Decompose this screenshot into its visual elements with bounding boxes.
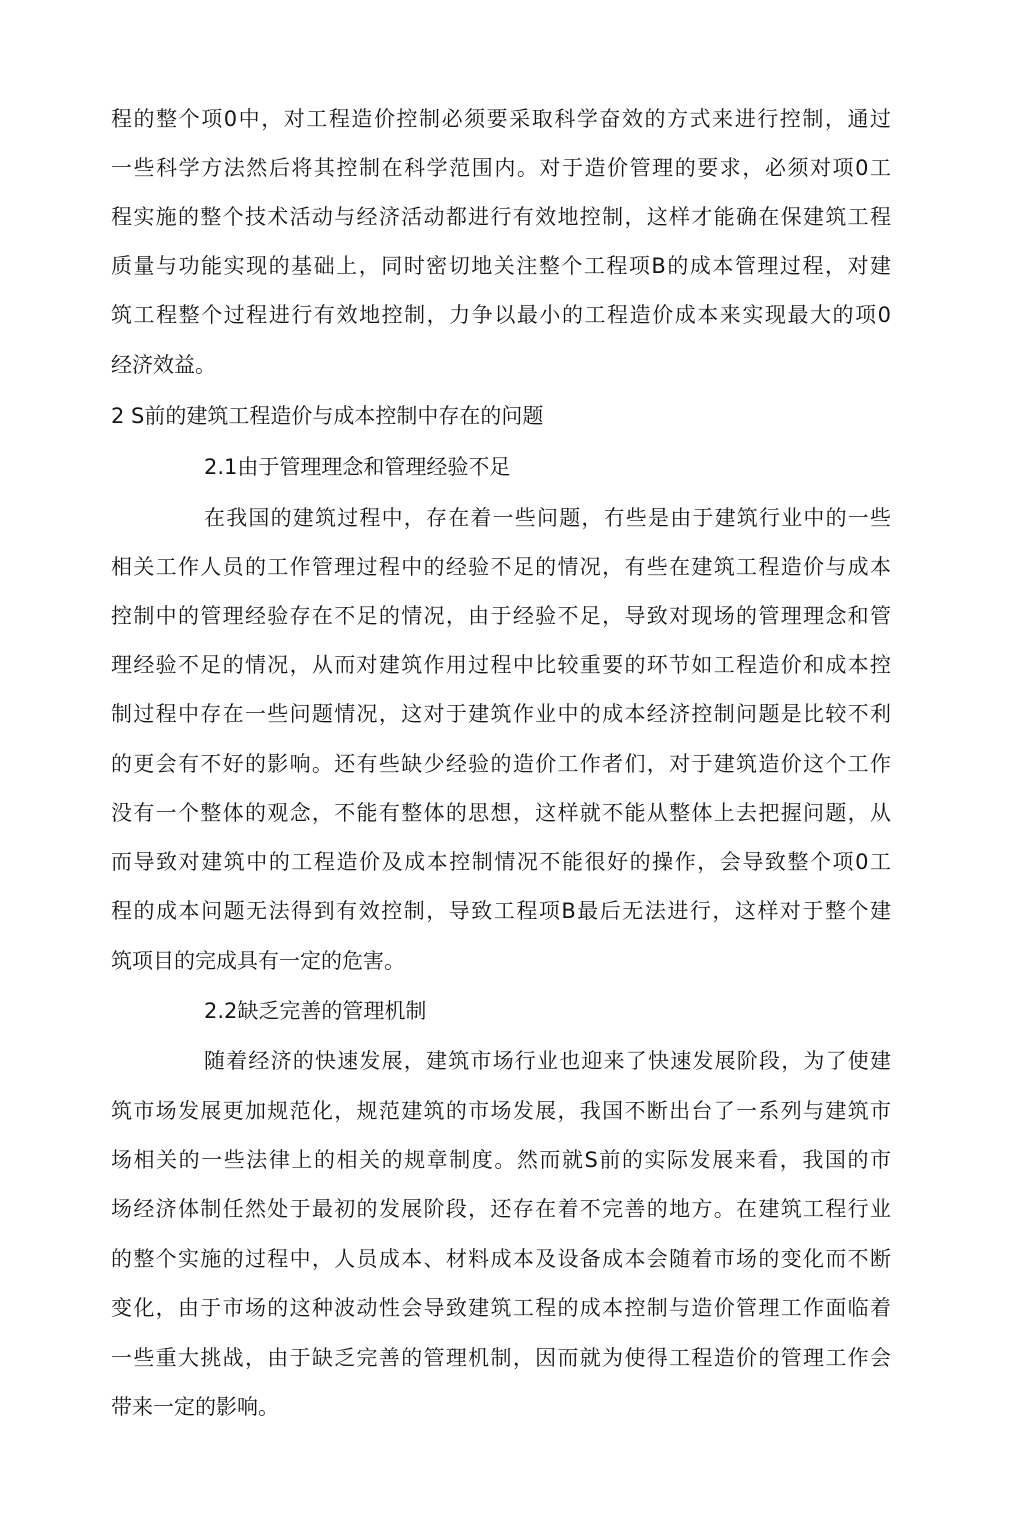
paragraph-line: 质量与功能实现的基础上，同时密切地关注整个工程项B的成本管理过程，对建	[111, 254, 891, 278]
paragraph-line: 变化，由于市场的这种波动性会导致建筑工程的成本控制与造价管理工作面临着	[111, 1296, 891, 1320]
paragraph-line: 一些科学方法然后将其控制在科学范围内。对于造价管理的要求，必须对项0工	[111, 156, 891, 180]
paragraph-line: 制过程中存在一些问题情况，这对于建筑作业中的成本经济控制问题是比较不利	[111, 702, 891, 726]
paragraph-line: 在我国的建筑过程中，存在着一些问题，冇些是由于建筑行业中的一些	[204, 506, 891, 530]
section-heading: 2 S前的建筑工程造价与成本控制中存在的问题	[111, 404, 544, 428]
paragraph-line: 经济效益。	[111, 353, 216, 377]
paragraph-line: 一些重大挑战，由于缺乏完善的管理机制，因而就为使得工程造价的管理工作会	[111, 1346, 891, 1370]
paragraph-line: 筑市场发展更加规范化，规范建筑的市场发展，我国不断出台了一系列与建筑市	[111, 1099, 891, 1123]
paragraph-line: 理经验不足的情况，从而对建筑作用过程中比较重要的环节如工程造价和成本控	[111, 653, 891, 677]
paragraph-line: 程的成本问题无法得到有效控制，导致工程项B最后无法进行，这样对于整个建	[111, 899, 891, 923]
paragraph-line: 场相关的一些法律上的相关的规章制度。然而就S前的实际发展来看，我国的市	[111, 1148, 891, 1172]
paragraph-line: 带来一定的影响。	[111, 1395, 279, 1419]
paragraph-line: 筑工程整个过程进行有效地控制，力争以最小的工程造价成本来实现最大的项0	[111, 303, 891, 327]
paragraph-line: 场经济体制任然处于最初的发展阶段，还存在着不完善的地方。在建筑工程行业	[111, 1197, 891, 1221]
paragraph-line: 程的整个项0中，对工程造价控制必须要采取科学奋效的方式来进行控制，通过	[111, 107, 891, 131]
paragraph-line: 程实施的整个技术活动与经济活动都进行有效地控制，这样才能确在保建筑工程	[111, 205, 891, 229]
paragraph-line: 筑项目的完成具有一定的危害。	[111, 949, 405, 973]
subsection-heading: 2.2缺乏完善的管理机制	[204, 999, 427, 1023]
paragraph-line: 随着经济的快速发展，建筑市场行业也迎来了快速发展阶段，为了使建	[204, 1049, 891, 1073]
paragraph-line: 而导致对建筑中的工程造价及成本控制情况不能很好的操作，会导致整个项0工	[111, 850, 891, 874]
paragraph-line: 没有一个整体的观念，不能有整体的思想，这样就不能从整体上去把握问题，从	[111, 801, 891, 825]
paragraph-line: 的整个实施的过程中，人员成本、材料成本及设备成本会随着市场的变化而不断	[111, 1247, 891, 1271]
subsection-heading: 2.1由于管理理念和管理经验不足	[204, 455, 511, 479]
paragraph-line: 相关工作人员的工作管理过程中的经验不足的情况，有些在建筑工程造价与成本	[111, 555, 891, 579]
paragraph-line: 的更会有不好的影响。还有些缺少经验的造价工作者们，对于建筑造价这个工作	[111, 752, 891, 776]
paragraph-line: 控制中的管理经验存在不足的情况，由于经验不足，导致对现场的管理理念和管	[111, 604, 891, 628]
